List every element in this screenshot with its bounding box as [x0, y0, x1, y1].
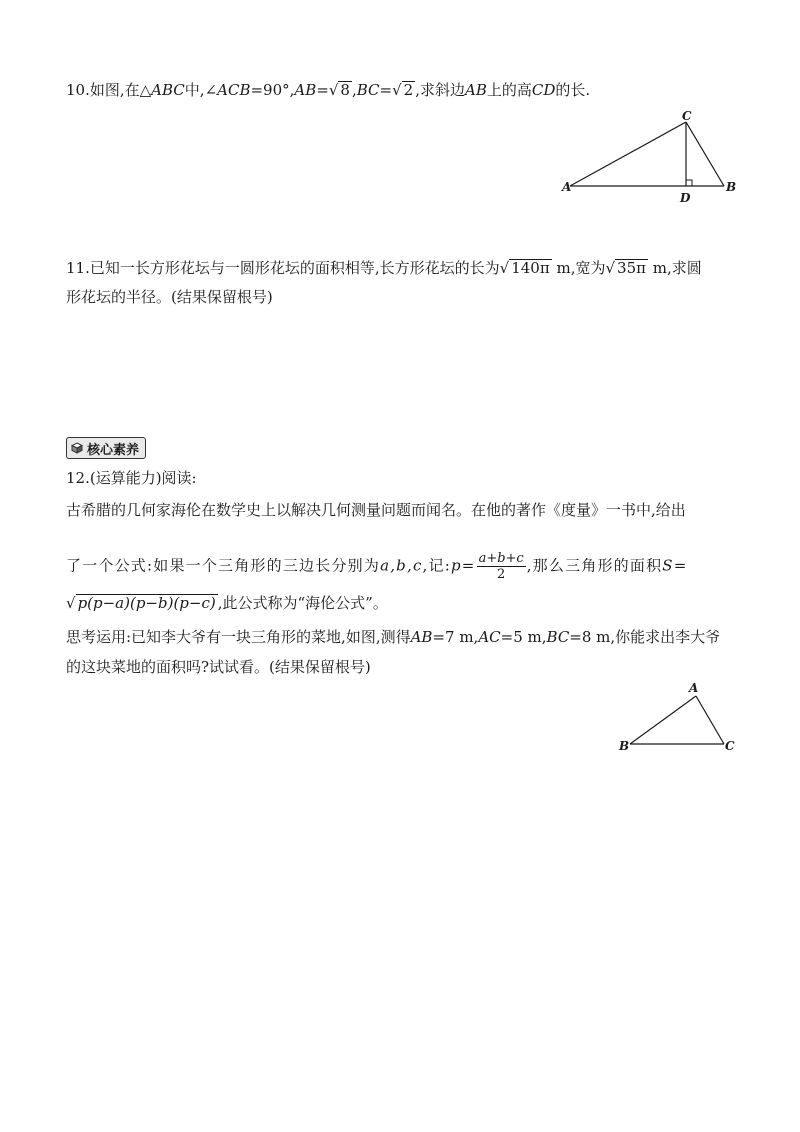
section-title: 核心素养: [87, 442, 140, 458]
section-badge: [66, 437, 146, 459]
question-12-head: 12.(运算能力)阅读:: [66, 469, 197, 487]
sqrt-2: √ 2: [392, 81, 414, 99]
label-b: B: [726, 180, 737, 194]
figure-triangle-abc: [616, 680, 746, 760]
sqrt-140pi: √ 140π: [499, 259, 550, 277]
label-c: C: [682, 109, 692, 123]
fraction-p: $\frac{a+b+c}{2}$: [478, 551, 524, 582]
question-11-line2: 形花坛的半径。(结果保留根号): [66, 288, 273, 306]
label-d: D: [680, 191, 691, 205]
question-12-p5: 的这块菜地的面积吗?试试看。(结果保留根号): [66, 658, 371, 676]
question-12-p3: √ p(p−a)(p−b)(p−c) ,此公式称为“海伦公式”。: [66, 594, 388, 612]
figure-right-triangle-abc: [560, 108, 740, 208]
cube-icon: [71, 442, 83, 454]
question-12-p2: 了一个公式:如果一个三角形的三边长分别为a,b,c,记:p= $\frac{a+b+c}{2}$ ,那么三角形的面积S=: [66, 551, 688, 582]
label-b: B: [619, 739, 630, 753]
question-10-text: 10.如图,在△ABC中,∠ACB=90°,AB=√ 8 ,BC=√ 2 ,求斜边AB上的高CD的长.: [66, 81, 591, 99]
heron-formula: √ p(p−a)(p−b)(p−c): [66, 594, 216, 612]
question-12-p1: 古希腊的几何家海伦在数学史上以解决几何测量问题而闻名。在他的著作《度量》一书中,给出: [66, 501, 686, 519]
sqrt-8: √ 8: [328, 81, 350, 99]
question-12-p4: 思考运用:已知李大爷有一块三角形的菜地,如图,测得AB=7 m,AC=5 m,BC=8 m,你能求出李大爷: [66, 628, 721, 646]
question-11-line1: 11.已知一长方形花坛与一圆形花坛的面积相等,长方形花坛的长为√ 140π m,宽为√ 35π m,求圆: [66, 259, 702, 277]
label-c: C: [725, 739, 735, 753]
sqrt-35pi: √ 35π: [605, 259, 646, 277]
label-a: A: [562, 180, 572, 194]
label-a: A: [689, 681, 699, 695]
